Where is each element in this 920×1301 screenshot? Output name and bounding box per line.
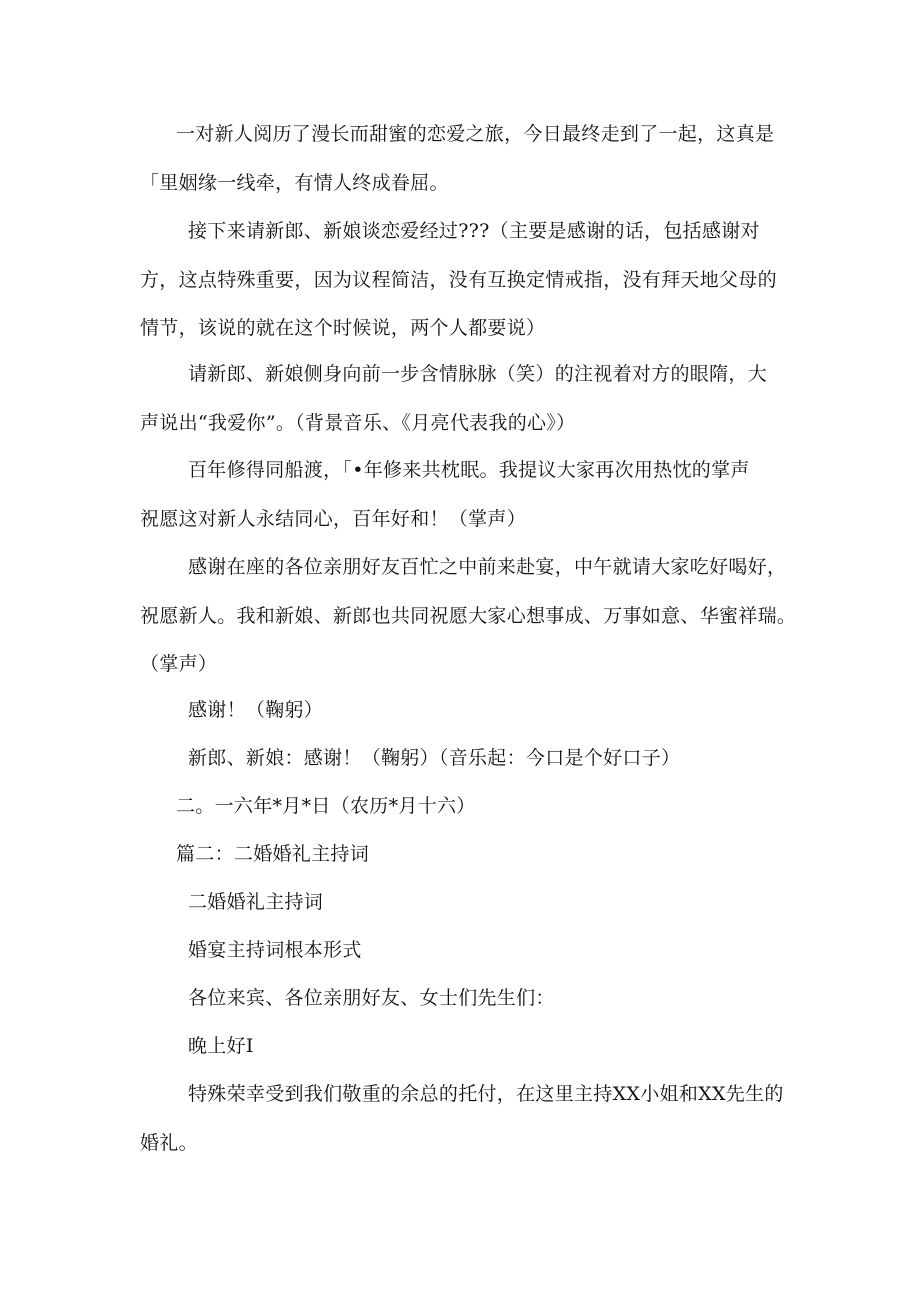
paragraph-6-line-1: 感谢！（鞠躬） [188, 699, 324, 721]
paragraph-11 [140, 926, 800, 975]
paragraph-3-line-1: 请新郎、新娘侧身向前一步含情脉脉（笑）的注视着对方的眼隋，大 [188, 363, 768, 385]
paragraph-4-line-1: 百年修得同船渡，「•年修来共枕眠。我提议大家再次用热忱的掌声 [188, 459, 750, 481]
paragraph-2-line-1: 接下来请新郎、新娘谈恋爱经过???（主要是感谢的话，包括感谢对 [188, 220, 760, 242]
paragraph-8 [140, 782, 800, 831]
paragraph-3 [140, 350, 800, 447]
paragraph-4-line-2: 祝愿这对新人永结同心，百年好和！（掌声） [140, 507, 527, 530]
paragraph-8-line-1: 二。一六年*月*日（农历*月十六） [176, 795, 476, 817]
paragraph-1-line-1: 一对新人阅历了漫长而甜蜜的恋爱之旅，今日最终走到了一起，这真是 [176, 123, 775, 145]
paragraph-12-line-1: 各位来宾、各位亲朋好友、女士们先生们： [188, 987, 555, 1009]
paragraph-10 [140, 878, 800, 927]
paragraph-13-line-1: 晚上好I [188, 1035, 254, 1057]
paragraph-13 [140, 1022, 800, 1071]
paragraph-11-line-1: 婚宴主持词根本形式 [188, 939, 362, 961]
paragraph-2-line-2: 方，这点特殊重要，因为议程简洁，没有互换定情戒指，没有拜天地父母的 [140, 268, 777, 291]
paragraph-4 [140, 446, 800, 543]
paragraph-2-line-3: 情节，该说的就在这个时候说，两个人都要说） [140, 317, 546, 339]
paragraph-14 [140, 1070, 800, 1167]
paragraph-3-line-2: 声说出“我爱你”。（背景音乐、《月亮代表我的心》） [140, 411, 576, 434]
paragraph-9-line-1: 篇二：二婚婚礼主持词 [176, 843, 370, 865]
paragraph-12 [140, 974, 800, 1023]
paragraph-10-line-1: 二婚婚礼主持词 [188, 891, 324, 913]
paragraph-5-line-1: 感谢在座的各位亲朋好友百忙之中前来赴宴，中午就请大家吃好喝好， [188, 556, 787, 578]
paragraph-5 [140, 543, 800, 689]
paragraph-2 [140, 207, 800, 353]
paragraph-5-line-3: （掌声） [140, 653, 218, 675]
paragraph-1-line-2: 「里姻缘一线牵，有情人终成眷屈。 [140, 171, 449, 194]
paragraph-7-line-1: 新郎、新娘：感谢！（鞠躬）（音乐起：今口是个好口子） [188, 747, 681, 769]
paragraph-14-line-1: 特殊荣幸受到我们敬重的余总的托付，在这里主持XX小姐和XX先生的 [188, 1083, 784, 1105]
paragraph-14-line-2: 婚礼。 [140, 1131, 198, 1154]
paragraph-6 [140, 686, 800, 735]
paragraph-1 [140, 110, 800, 207]
paragraph-7 [140, 734, 800, 783]
paragraph-5-line-2: 祝愿新人。我和新娘、新郎也共同祝愿大家心想事成、万事如意、华蜜祥瑞。 [140, 604, 797, 627]
paragraph-9 [140, 830, 800, 879]
